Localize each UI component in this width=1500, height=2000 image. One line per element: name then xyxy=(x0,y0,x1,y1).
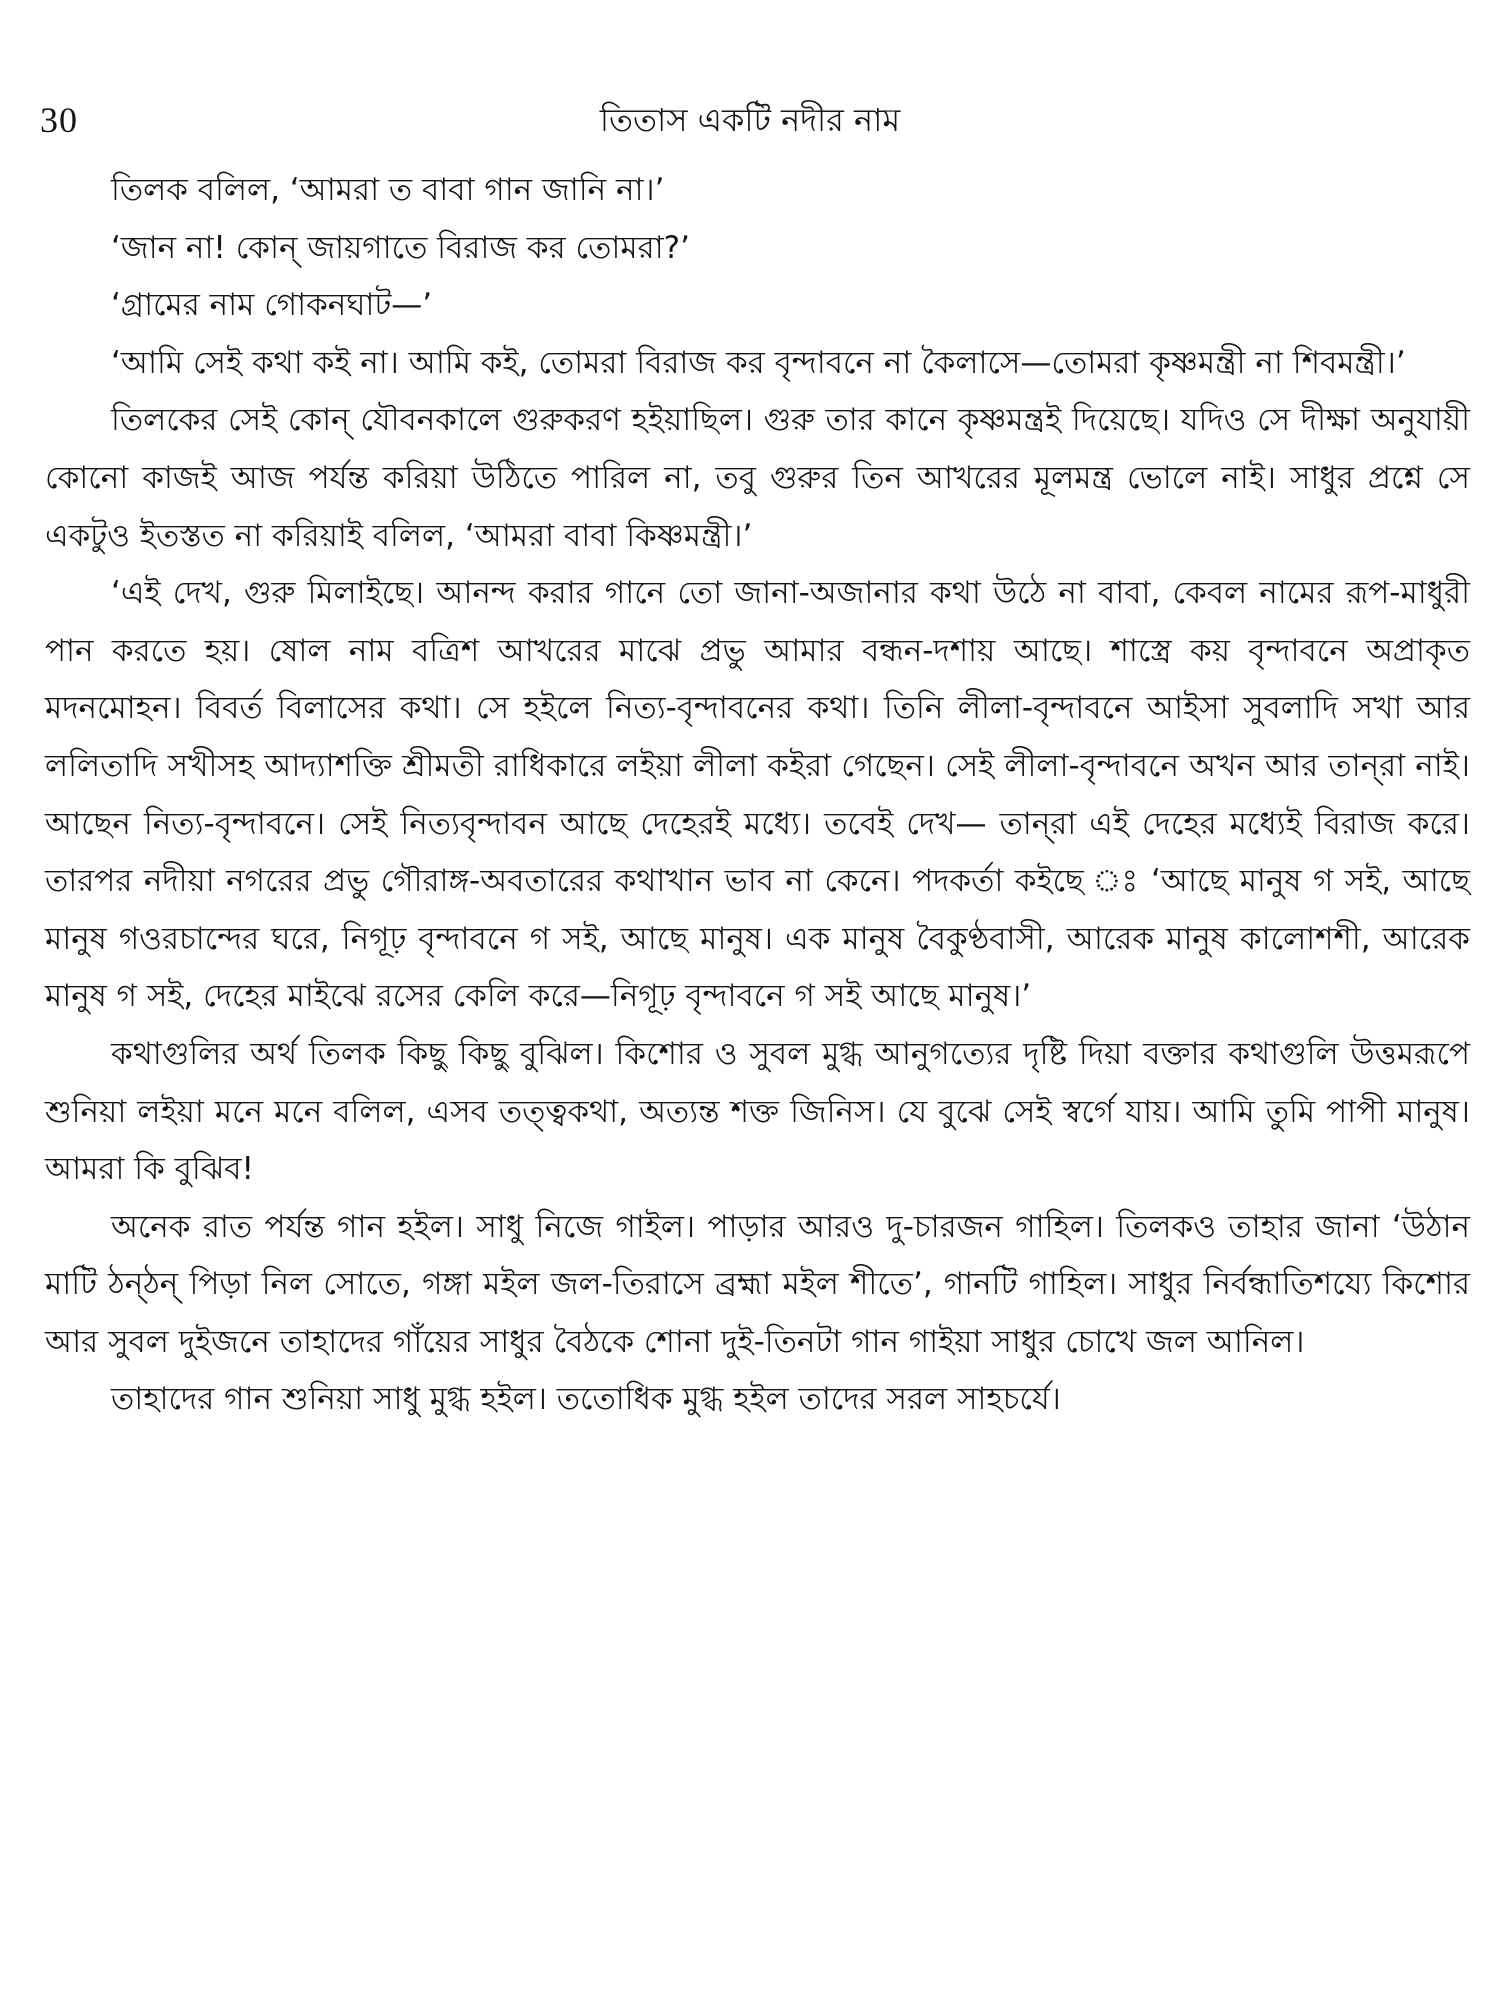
paragraph: অনেক রাত পর্যন্ত গান হইল। সাধু নিজে গাইল। পাড়ার আরও দু-চারজন গাহিল। তিলকও তাহার জানা ‘উঠান মাটি ঠন্‌ঠন্ পিড়া নিল সোতে, গঙ্গা মইল জল-তিরাসে ব্রহ্মা মইল শীতে’, গানটি গাহিল। সাধুর নির্বন্ধাতিশয্যে কিশোর আর সুবল দুইজনে তাহাদের গাঁয়ের সাধুর বৈঠকে শোনা দুই-তিনটা গান গাইয়া সাধুর চোখে জল আনিল। xyxy=(45,1208,1470,1360)
paragraph: ‘জান না! কোন্ জায়গাতে বিরাজ কর তোমরা?’ xyxy=(111,229,690,266)
paragraph: ‘আমি সেই কথা কই না। আমি কই, তোমরা বিরাজ কর বৃন্দাবনে না কৈলাসে—তোমরা কৃষ্ণমন্ত্রী না শিবমন্ত্রী।’ xyxy=(111,344,1406,381)
paragraph: ‘গ্রামের নাম গোকনঘাট—’ xyxy=(111,287,433,324)
page-header xyxy=(40,95,1460,155)
body-text xyxy=(45,162,1470,1429)
paragraph: কথাগুলির অর্থ তিলক কিছু কিছু বুঝিল। কিশোর ও সুবল মুগ্ধ আনুগত্যের দৃষ্টি দিয়া বক্তার কথাগুলি উত্তমরূপে শুনিয়া লইয়া মনে মনে বলিল, এসব তত্ত্বকথা, অত্যন্ত শক্ত জিনিস। যে বুঝে সেই স্বর্গে যায়। আমি তুমি পাপী মানুষ। আমরা কি বুঝিব! xyxy=(45,1035,1470,1188)
paragraph: তিলকের সেই কোন্ যৌবনকালে গুরুকরণ হইয়াছিল। গুরু তার কানে কৃষ্ণমন্ত্রই দিয়েছে। যদিও সে দীক্ষা অনুযায়ী কোনো কাজই আজ পর্যন্ত করিয়া উঠিতে পারিল না, তবু গুরুর তিন আখরের মূলমন্ত্র ভোলে নাই। সাধুর প্রশ্নে সে একটুও ইতস্তত না করিয়াই বলিল, ‘আমরা বাবা কিষ্ণমন্ত্রী।’ xyxy=(45,402,1470,554)
paragraph: তাহাদের গান শুনিয়া সাধু মুগ্ধ হইল। ততোধিক মুগ্ধ হইল তাদের সরল সাহচর্যে। xyxy=(111,1381,1061,1418)
running-title: তিতাস একটি নদীর নাম xyxy=(599,101,901,139)
paragraph: তিলক বলিল, ‘আমরা ত বাবা গান জানি না।’ xyxy=(111,172,665,208)
paragraph: ‘এই দেখ, গুরু মিলাইছে। আনন্দ করার গানে তো জানা-অজানার কথা উঠে না বাবা, কেবল নামের রূপ-মাধুরী পান করতে হয়। ষোল নাম বত্রিশ আখরের মাঝে প্রভু আমার বন্ধন-দশায় আছে। শাস্ত্রে কয় বৃন্দাবনে অপ্রাকৃত মদনমোহন। বিবর্ত বিলাসের কথা। সে হইলে নিত্য-বৃন্দাবনের কথা। তিনি লীলা-বৃন্দাবনে আইসা সুবলাদি সখা আর ললিতাদি সখীসহ আদ্যাশক্তি শ্রীমতী রাধিকারে লইয়া লীলা কইরা গেছেন। সেই লীলা-বৃন্দাবনে অখন আর তান্‌রা নাই। আছেন নিত্য-বৃন্দাবনে। সেই নিত্যবৃন্দাবন আছে দেহেরই মধ্যে। তবেই দেখ— তান্‌রা এই দেহের মধ্যেই বিরাজ করে। তারপর নদীয়া নগরের প্রভু গৌরাঙ্গ-অবতারের কথাখান ভাব না কেনে। পদকর্তা কইছে ঃ ‘আছে মানুষ গ সই, আছে মানুষ গওরচান্দের ঘরে, নিগূঢ় বৃন্দাবনে গ সই, আছে মানুষ। এক মানুষ বৈকুণ্ঠবাসী, আরেক মানুষ কালোশশী, আরেক মানুষ গ সই, দেহের মাইঝে রসের কেলি করে—নিগূঢ় বৃন্দাবনে গ সই আছে মানুষ।’ xyxy=(45,575,1470,1015)
page-number: 30 xyxy=(40,100,78,140)
